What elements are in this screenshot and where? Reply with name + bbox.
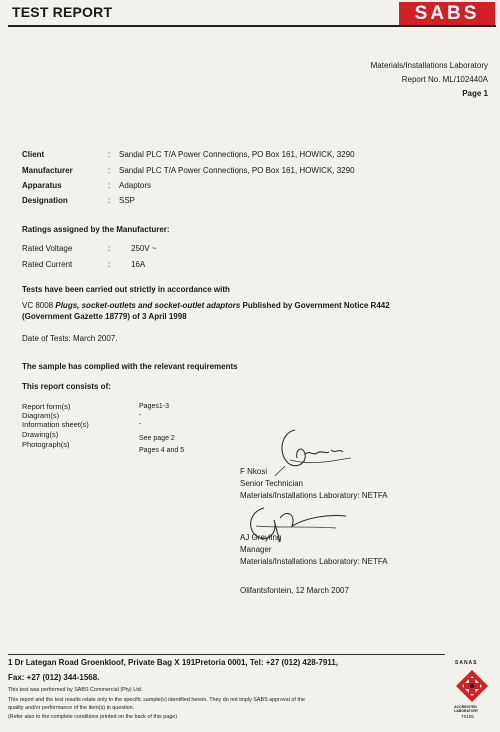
client-label: Client (22, 150, 45, 159)
client-value: Sandal PLC T/A Power Connections, PO Box 161, HOWICK, 3290 (119, 150, 355, 159)
signatory1-name: F Nkosi (240, 467, 268, 476)
consists-value-photographs: Pages 4 and 5 (139, 447, 185, 454)
sanas-badge-code: T0155 (461, 714, 474, 719)
consists-label-diagrams: Diagram(s) (22, 411, 60, 420)
footer-fax: Fax: +27 (012) 344-1568. (8, 673, 100, 682)
colon: : (108, 244, 111, 253)
consists-heading: This report consists of: (22, 382, 111, 391)
signatory2-name: AJ Greyling (240, 533, 282, 542)
standard-title: Plugs, socket-outlets and socket-outlet adaptors (55, 301, 241, 310)
sabs-logo: SABS (399, 2, 495, 26)
consists-label-photographs: Photograph(s) (22, 440, 70, 449)
consists-value-report-forms: Pages1-3 (139, 403, 169, 410)
colon: : (108, 260, 111, 269)
colon: : (108, 150, 111, 159)
complied-statement: The sample has complied with the relevant requirements (22, 362, 238, 371)
consists-label-info-sheets: Information sheet(s) (22, 420, 89, 429)
footer-note-performed: This test was performed by SABS Commercial (Pty) Ltd. (8, 687, 143, 693)
signatory1-title: Senior Technician (240, 479, 304, 488)
colon: : (108, 166, 111, 175)
designation-value: SSP (119, 196, 136, 205)
signatory2-title: Manager (240, 545, 272, 554)
footer-address: 1 Dr Lategan Road Groenkloof, Private Bag X 191Pretoria 0001, Tel: +27 (012) 428-7911, (8, 658, 338, 667)
page-number: Page 1 (462, 89, 488, 98)
standard-paragraph (22, 301, 480, 322)
apparatus-label: Apparatus (22, 181, 62, 190)
ratings-heading: Ratings assigned by the Manufacturer: (22, 225, 170, 234)
standard-publication: Published by Government Notice R442 (242, 301, 390, 310)
standard-code: VC 8008 (22, 301, 54, 310)
footer-note-conditions: (Refer also to the complete conditions printed on the back of this page) (8, 714, 178, 720)
manufacturer-label: Manufacturer (22, 166, 73, 175)
colon: : (108, 181, 111, 190)
footer-note-results: This report and the test results relate only to the specific sample(s) identified herein. They do not imply SABS approval of the (8, 697, 305, 703)
consists-value-diagrams: - (139, 412, 142, 419)
apparatus-value: Adaptors (119, 181, 152, 190)
header-rule (8, 25, 496, 27)
designation-label: Designation (22, 196, 68, 205)
rated-voltage-value: 250V ~ (131, 244, 157, 253)
signatory2-lab: Materials/Installations Laboratory: NETFA (240, 557, 388, 566)
rated-current-value: 16A (131, 260, 146, 269)
footer-note-quality: quality and/or performance of the item(s) in question. (8, 705, 135, 711)
tests-heading: Tests have been carried out strictly in accordance with (22, 285, 230, 294)
rated-voltage-label: Rated Voltage (22, 244, 73, 253)
report-number: Report No. ML/102440A (401, 75, 488, 84)
lab-name: Materials/Installations Laboratory (370, 61, 488, 70)
colon: : (108, 196, 111, 205)
sanas-badge-text: ACCREDITED LABORATORY (454, 705, 479, 713)
consists-label-report-forms: Report form(s) (22, 402, 71, 411)
signatory1-lab: Materials/Installations Laboratory: NETFA (240, 491, 388, 500)
signature-nkosi (255, 420, 365, 480)
rated-current-label: Rated Current (22, 260, 73, 269)
standard-gazette: (Government Gazette 18779) of 3 April 1998 (22, 311, 187, 321)
date-of-tests-text: Date of Tests: March 2007. (22, 334, 118, 343)
manufacturer-value: Sandal PLC T/A Power Connections, PO Box 161, HOWICK, 3290 (119, 166, 355, 175)
consists-value-drawings: See page 2 (139, 435, 175, 442)
sanas-badge-label: SANAS (455, 660, 478, 666)
report-title: TEST REPORT (12, 4, 113, 20)
place-and-date: Olifantsfontein, 12 March 2007 (240, 586, 349, 595)
footer-rule (8, 654, 445, 655)
consists-value-info-sheets: - (139, 421, 142, 428)
consists-label-drawings: Drawing(s) (22, 430, 59, 439)
sanas-badge-icon (454, 668, 490, 704)
date-of-tests (22, 334, 117, 343)
